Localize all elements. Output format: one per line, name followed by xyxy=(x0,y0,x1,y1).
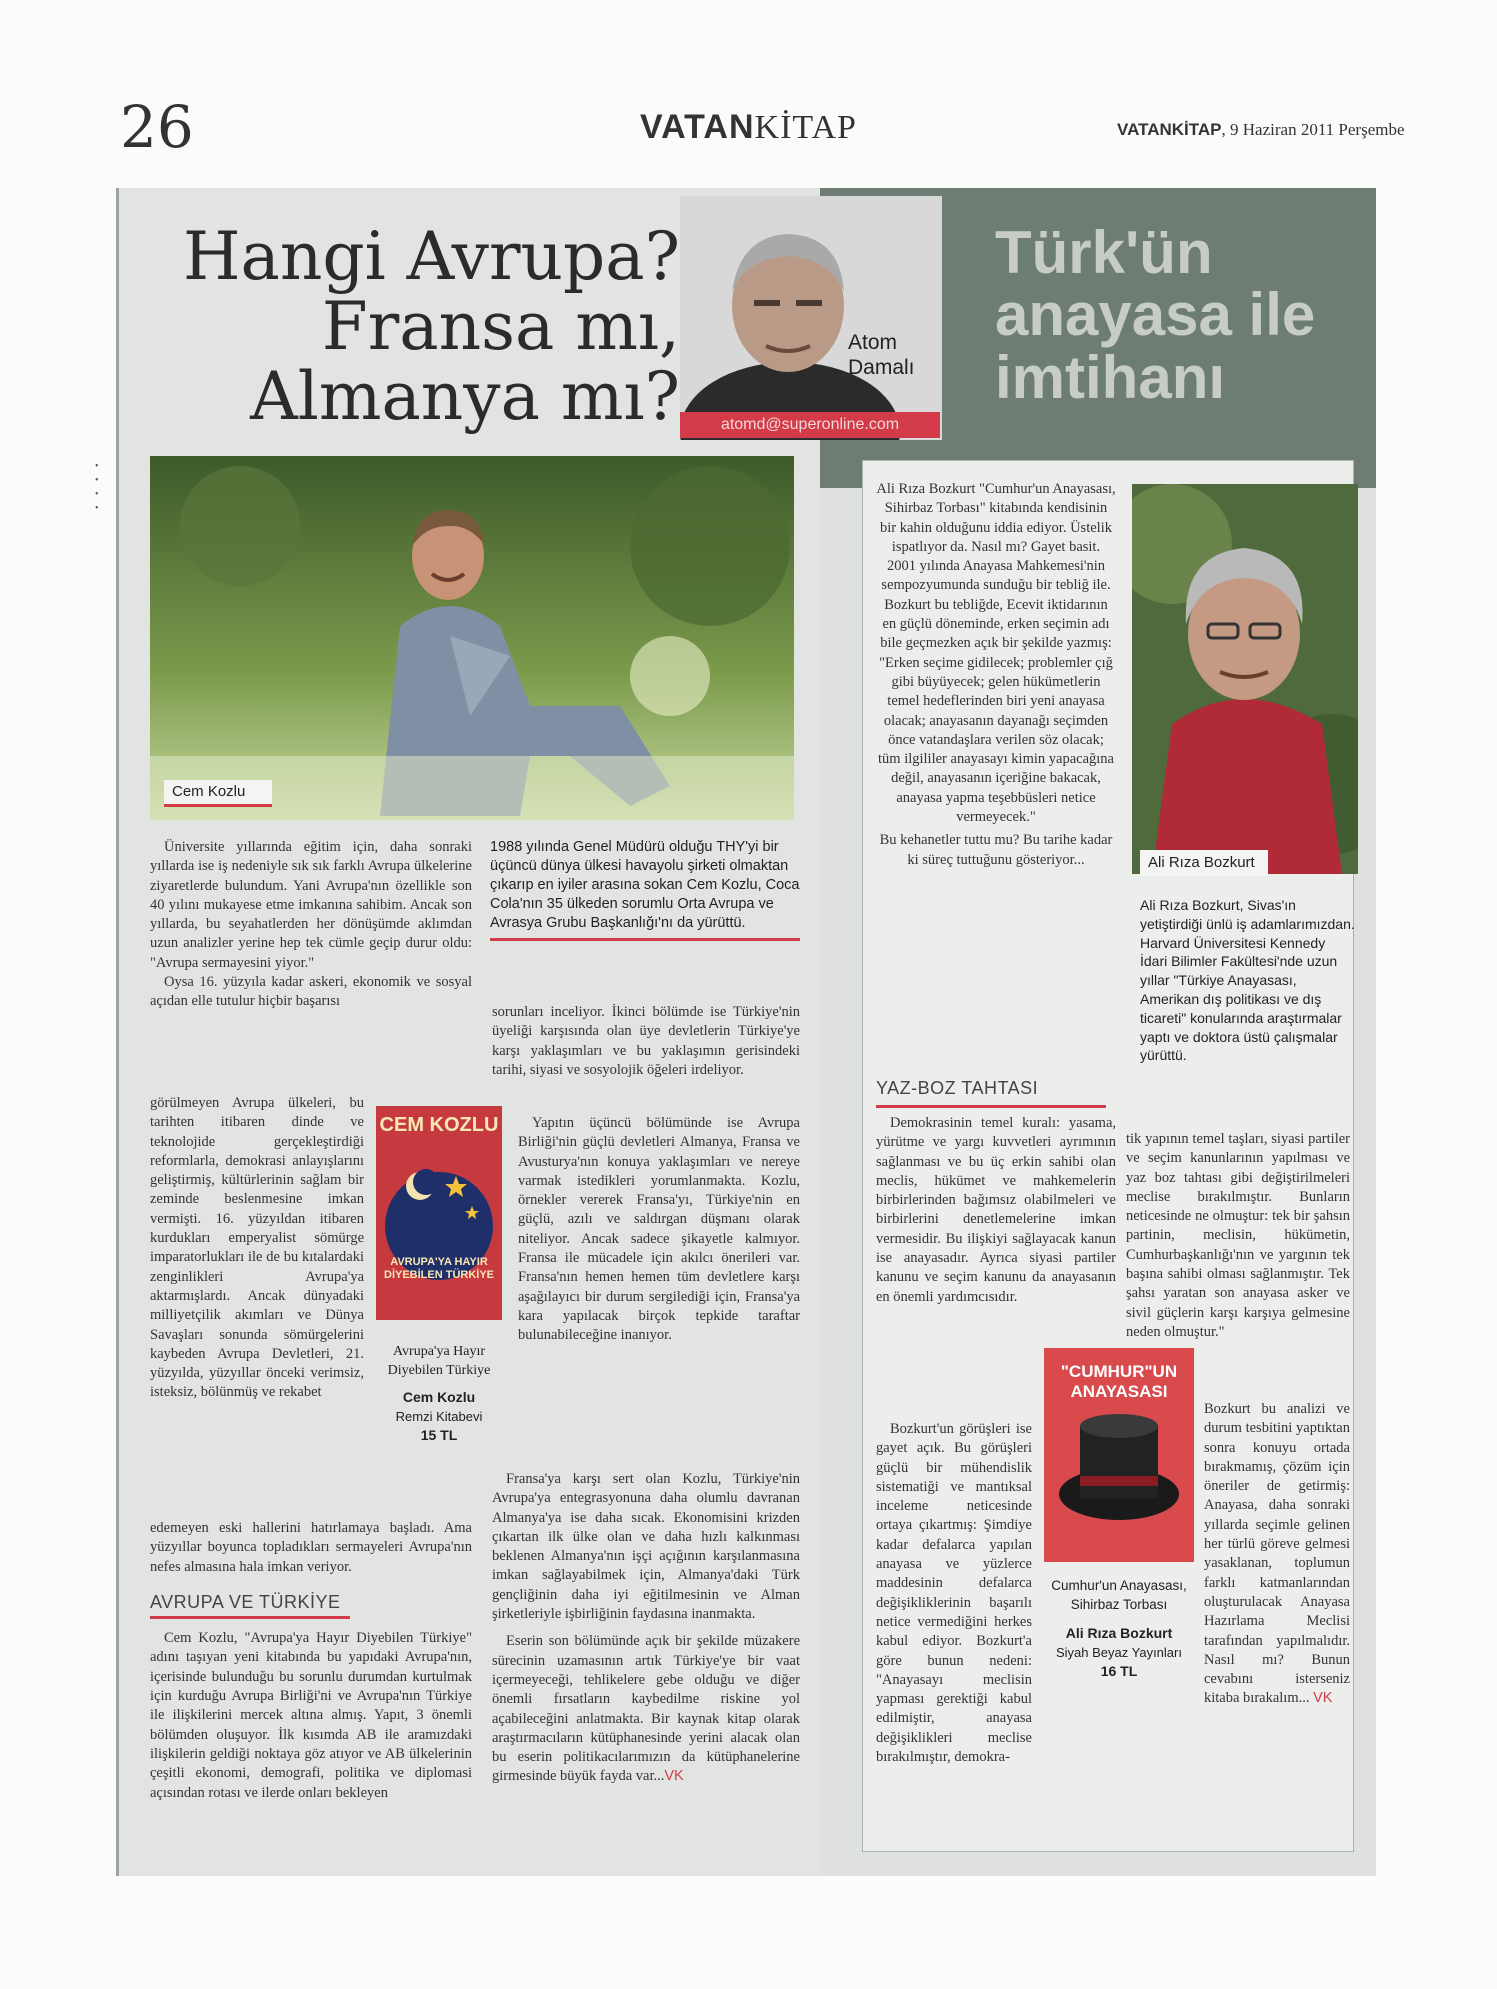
right-article-column-2 xyxy=(1126,1130,1350,1342)
book-price: 15 TL xyxy=(420,1427,458,1443)
book-cover-title: AVRUPA'YA HAYIR DİYEBİLEN TÜRKİYE xyxy=(384,1256,495,1281)
book-cover-title-line-2: ANAYASASI xyxy=(1070,1382,1168,1401)
book-cover-art-icon xyxy=(376,1106,502,1320)
right-col1-paragraph-4: Bozkurt'un görüşleri ise gayet açık. Bu görüşleri güçlü bir mühendislik sistematiği ve mantıksal inceleme neticesinde ortaya çıkartmış: Şimdiye kadar defalarca yapılan anayasa ve yüzlerce maddesinin defalarca değişikliklerinin başarılı netice vermediğini herkes kabul ediyor. Bozkurt'a göre bunun nedeni: "Anayasayı meclisin yapması gerektiği kabul edilmiştir, anayasa değişiklikleri meclise bırakılmıştır, demokra- xyxy=(876,1421,1032,1766)
cem-kozlu-photo-caption: Cem Kozlu xyxy=(164,780,272,807)
right-col2-paragraph-1: tik yapının temel taşları, siyasi partiler ve seçim kanunlarının yapılması ve yaz boz tahtası gibi değiştirilmeleri meclise bırakılmıştır. Bunların neticesinde ne olmuştur: tek bir şahsın partinin, meclisin, hükümetin, Cumhurbaşkanlığı'nın ve yargının tek başına sahibi olması sağlanmıştır. Tek şahsı yaratan son anayasa asker ve sivil güçlerin karşı karşıya gelmesine neden olmuştur." xyxy=(1126,1131,1350,1340)
book-title-line-1: Avrupa'ya Hayır xyxy=(392,1344,486,1359)
book-cover-title-line-1: "CUMHUR"UN xyxy=(1060,1362,1178,1381)
left-col1-paragraph-1: Üniversite yıllarında eğitim için, daha sonraki yıllarda ise iş nedeniyle sık sık farklı Avrupa ülkelerine ziyaretlerde bulundum. Yani Avrupa'nın özellikle son 40 yılını mukayese etme imkanına sahibim. Ancak son yıllarda, bu seyahatlerden her dönüşümde aklımdan uzun analizler yerine hep tek cümle geçip durur oldu: "Avrupa sermayesini yiyor." xyxy=(150,839,472,971)
cem-kozlu-photo xyxy=(150,456,794,820)
left-col2-paragraph-1: sorunları inceliyor. İkinci bölümde ise Türkiye'nin üyeliği karşısında olan üye devletlerin Türkiye'ye karşı yaklaşımları ve bu yaklaşımın gerisindeki tarihi, siyasi ve sosyolojik öğeleri irdeliyor. xyxy=(492,1004,800,1078)
subhead-avrupa-ve-turkiye: AVRUPA VE TÜRKİYE xyxy=(150,1591,341,1612)
intro-rule xyxy=(490,938,800,941)
left-article-column-1 xyxy=(150,838,472,1012)
right-article-signoff: VK xyxy=(1313,1690,1333,1707)
left-article-column-1-bottom xyxy=(150,1519,472,1803)
right-col1-paragraph-3: Demokrasinin temel kuralı: yasama, yürütme ve yargı kuvvetleri ayrımının sağlanması ve bu üç erkin sahibi olan meclis, hükümet ve mahkemelerin birbirlerinden bağımsız olabilmeleri ve birbirlerini denetlemelerine imkan vermesidir. Bu ilişkiyi sağlayacak kanun ise anayasadır. Ayrıca siyasi partiler kanunu ve seçim kanunu da anayasanın en önemli yardımcısıdır. xyxy=(876,1115,1116,1305)
masthead xyxy=(640,108,857,147)
columnist-email: atomd@superonline.com xyxy=(680,412,940,438)
right-col1-paragraph-1: Ali Rıza Bozkurt "Cumhur'un Anayasası, Sihirbaz Torbası" kitabında kendisinin bir kahin olduğunu iddia ediyor. Üstelik ispatlıyor da. Nasıl mı? Gayet basit. 2001 yılında Anayasa Mahkemesi'nin sempozyumunda sunduğu bir tebliğ ile. Bozkurt bu tebliğde, Ecevit iktidarının en güçlü döneminde, erken seçimin adı bile geçmezken açık bir şekilde yazmış: "Erken seçime gidilecek; problemler çığ gibi büyüyecek; gelen hükümetlerin temel hedeflerinden biri yeni anayasa olacak; anayasanın dayanağı seçimden önce vatandaşlara verilen söz olacak; tüm ilgililer anayasayı kimin yapacağına değil, anayasanın içeriğine bakacak, anayasa yapma teşebbüsleri netice vermeyecek." xyxy=(876,481,1116,826)
book-price: 16 TL xyxy=(1100,1663,1138,1679)
bozkurt-portrait-icon xyxy=(1132,484,1358,874)
book-title-line-2: Diyebilen Türkiye xyxy=(387,1363,491,1378)
subhead-yaz-boz-tahtasi: YAZ-BOZ TAHTASI xyxy=(876,1078,1039,1098)
columnist-first-name: Atom xyxy=(848,331,898,354)
masthead-light: KİTAP xyxy=(754,109,857,146)
book-publisher: Siyah Beyaz Yayınları xyxy=(1056,1645,1182,1660)
book-cover-title xyxy=(1044,1362,1194,1402)
left-col1-paragraph-3: Cem Kozlu, "Avrupa'ya Hayır Diyebilen Türkiye" adını taşıyan yeni kitabında bu yapıdaki Avrupa'nın, içerisinde bulunduğu bu sorunlu durumdan kurtulmak için kurduğu Avrupa Birliği'ni ve Avrupa'nın Türkiye ile ilişkilerini mercek altına almış. Yapıt, 3 önemli bölümden oluşuyor. İlk kısımda AB ile aramızdaki ilişkilerin geldiği noktaya göz atıyor ve AB ülkelerinin çeşitli ekonomi, demografi, politika ve diplomasi açısından rotası ve ilerde onları bekleyen xyxy=(150,1630,472,1801)
left-article-intro: 1988 yılında Genel Müdürü olduğu THY'yi bir üçüncü dünya ülkesi havayolu şirketi olmaktan çıkarıp en iyiler arasına sokan Cem Kozlu, Coca Cola'nın 35 ülkeden sorumlu Orta Avrupa ve Avrasya Grubu Başkanlığı'nı da yürüttü. xyxy=(490,839,800,931)
book-info-cumhurun-anayasasi xyxy=(1034,1576,1204,1681)
book-info-avrupaya-hayir xyxy=(354,1342,524,1445)
right-headline-line-2: anayasa ile xyxy=(995,281,1316,349)
book-title-line-2: Sihirbaz Torbası xyxy=(1070,1597,1168,1612)
right-col2-paragraph-2-text: Bozkurt bu analizi ve durum tesbitini yaptıktan sonra konuyu ortada bırakmamış, çözüm için öneriler de getirmiş: Anayasa, daha sonraki yıllarda seçimle gelinen her türlü göreve gelmesi yasaklanan, toplumun farklı katmanlarından oluşturulacak Anayasa Hazırlama Meclisi tarafından yapılmalıdır. Nasıl mı? Bunun cevabını isterseniz kitaba bırakalım... xyxy=(1204,1401,1350,1707)
masthead-bold: VATAN xyxy=(640,108,755,146)
columnist-photo xyxy=(680,196,942,440)
left-col1-paragraph-2a: Oysa 16. yüzyıla kadar askeri, ekonomik ve sosyal açıdan elle tutulur hiçbir başarısı xyxy=(150,974,472,1010)
dateline xyxy=(1117,120,1405,140)
left-headline-line-1: Hangi Avrupa? xyxy=(182,218,680,295)
right-headline xyxy=(995,219,1355,411)
book-cover-cumhurun-anayasasi xyxy=(1044,1348,1194,1562)
left-col1-paragraph-2b: görülmeyen Avrupa ülkeleri, bu tarihten itibaren dinde ve teknolojide gerçekleştirdiği reformlarla, demokrasi anlayışlarını geliştirmiş, kültürlerinin sağlam bir zeminde beslenmesine imkan vermişti. 16. yüzyıldan itibaren kurdukları emperyalist sömürge imparatorlukları ile de bu kıtalardaki zenginlikleri Avrupa'ya aktarmışlardı. Ancak dünyadaki milliyetçilik akımları ve Dünya Savaşları sonunda sömürgelerini kaybeden Avrupa Devletleri, 21. yüzyılda, yüzyıllar önceki verimsiz, isteksiz, bölünmüş ve rekabet xyxy=(150,1095,364,1401)
left-article-column-2-bottom xyxy=(492,1470,800,1787)
left-article-column-2-wrap xyxy=(518,1114,800,1346)
right-col1-paragraph-2: Bu kehanetler tuttu mu? Bu tarihe kadar ki süreç tuttuğunu gösteriyor... xyxy=(879,832,1113,868)
garden-portrait-icon xyxy=(150,456,794,820)
book-author: Cem Kozlu xyxy=(402,1389,476,1405)
left-article-column-1-wrap xyxy=(150,1094,364,1403)
right-headline-line-3: imtihanı xyxy=(995,343,1226,411)
right-article-column-2-narrow xyxy=(1204,1400,1350,1709)
right-col2-paragraph-2 xyxy=(1204,1400,1350,1709)
right-article-column-1 xyxy=(876,480,1116,870)
book-cover-avrupaya-hayir xyxy=(376,1106,502,1320)
dateline-brand: VATANKİTAP xyxy=(1117,120,1222,139)
right-article-column-1-bottom xyxy=(876,1114,1116,1307)
bozkurt-photo-caption: Ali Rıza Bozkurt xyxy=(1140,850,1268,876)
left-article-signoff: VK xyxy=(664,1768,684,1785)
left-headline-line-2: Fransa mı, xyxy=(321,287,680,365)
subhead-rule xyxy=(150,1616,350,1619)
left-col2-paragraph-2: Yapıtın üçüncü bölümünde ise Avrupa Birliği'nin güçlü devletleri Almanya, Fransa ve Avusturya'nın konuya yaklaşımları ve nereye varmak istedikleri yorumlanmakta. Kozlu, örnekler vererek Fransa'yı, Türkiye'nin en güçlü, azılı ve saldırgan düşmanı olarak niteliyor. Ancak sadece şikayetle kalmıyor. Fransa ile mücadele için akılcı önerileri var. Fransa'nın hemen hemen tüm devletlere karşı aşağılayıcı bir durum sergilediği için, Fransa'ya kara yapılacak birçok tepkide taraftar bulunabileceğine inanıyor. xyxy=(518,1115,800,1344)
right-subhead-rule xyxy=(876,1105,1106,1108)
book-title-line-1: Cumhur'un Anayasası, xyxy=(1051,1578,1187,1593)
bozkurt-bio: Ali Rıza Bozkurt, Sivas'ın yetiştirdiği ünlü iş adamlarımızdan. Harvard Üniversitesi Kennedy İdari Bilimler Fakültesi'nde uzun yıllar "Türkiye Anayasası, Amerikan dış politikası ve dış ticareti" konularında araştırmalar yaptı ve doktora üstü çalışmalar yürüttü. xyxy=(1140,897,1355,1064)
margin-dots: • • • • xyxy=(95,461,99,514)
right-subhead-block xyxy=(876,1078,1116,1108)
left-article-column-2 xyxy=(492,1003,800,1080)
columnist-name xyxy=(848,330,915,380)
book-author: Ali Rıza Bozkurt xyxy=(1065,1625,1173,1641)
left-col2-paragraph-3: Fransa'ya karşı sert olan Kozlu, Türkiye'nin Avrupa'ya entegrasyonuna daha olumlu davranan Almanya'ya ise daha sıcak. Ekonomisini krizden çıkartan ilk ülke olan ve daha hızlı kalkınması beklenen Almanya'nın işçi açığının karşılanmasına imkan sağlayabilmek için, Almanya'daki Türk gençliğinin daha iyi eğitilmesinin ve Alman şirketleriyle işbirliğinin faydasına inanmakta. xyxy=(492,1471,800,1623)
ali-riza-bozkurt-photo xyxy=(1132,484,1358,874)
columnist-last-name: Damalı xyxy=(848,356,915,380)
left-headline-line-3: Almanya mı? xyxy=(250,357,680,435)
left-col2-paragraph-4 xyxy=(492,1632,800,1786)
book-publisher: Remzi Kitabevi xyxy=(395,1409,483,1424)
columnist-portrait-icon xyxy=(680,196,942,440)
left-headline xyxy=(140,218,680,435)
left-col2-paragraph-4-text: Eserin son bölümünde açık bir şekilde müzakere sürecinin uzamasının artık Türkiye'ye bir vaat içermeyeceği, tehlikelere gebe olduğu ve diğer önemli fırsatların kaybedilme riskine yol açabileceğini anlatmakta. Bir kaynak kitap olarak araştırmacıların kütüphanesinde yerini alacak olan bu eserin politikacılarımızın da kütüphanelerine girmesinde büyük fayda var... xyxy=(492,1633,800,1785)
page-number: 26 xyxy=(120,93,194,161)
right-headline-line-1: Türk'ün xyxy=(995,219,1213,286)
book-cover-author: CEM KOZLU xyxy=(379,1114,499,1136)
dateline-date: , 9 Haziran 2011 Perşembe xyxy=(1221,120,1405,139)
left-col1-paragraph-2c: edemeyen eski hallerini hatırlamaya başladı. Ama yüzyıllar boyunca topladıkları sermayeleri Avrupa'nın nefes almasına hala imkan veriyor. xyxy=(150,1520,472,1575)
right-article-column-1-narrow xyxy=(876,1420,1032,1767)
